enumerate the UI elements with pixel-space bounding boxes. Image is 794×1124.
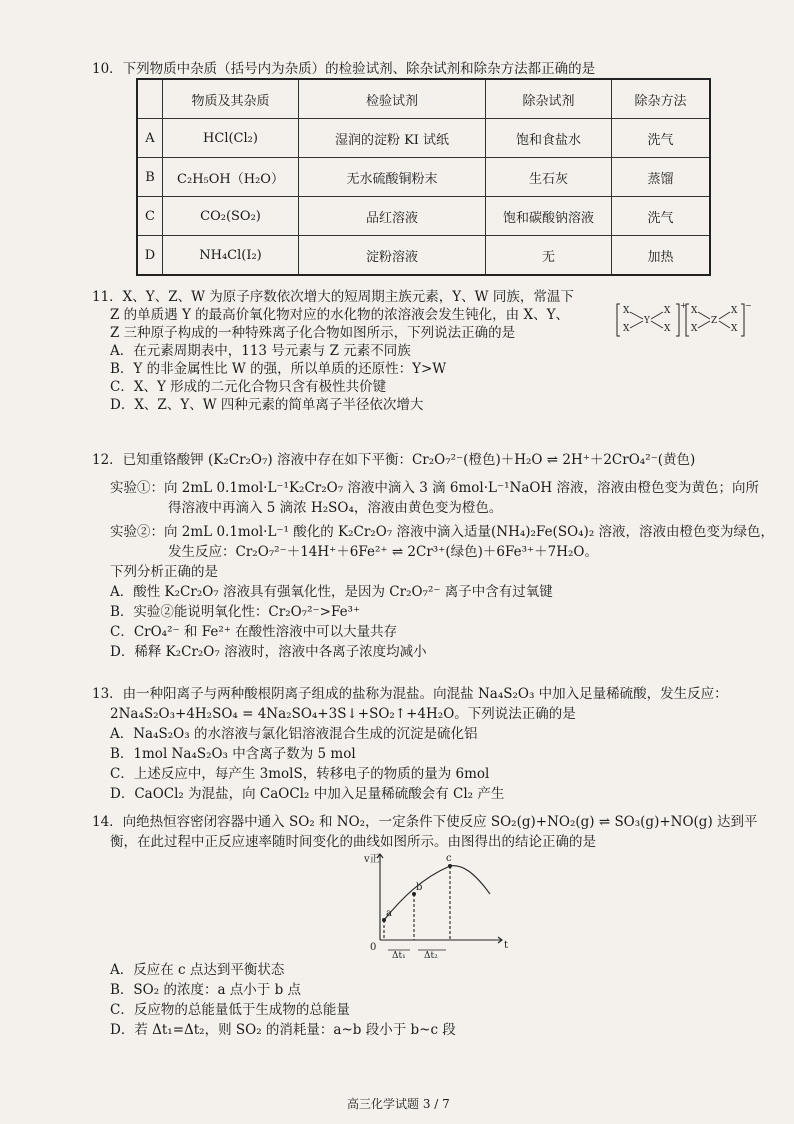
header-cell: 除杂方法 (612, 79, 711, 119)
ligand-x: X (691, 324, 698, 334)
header-cell: 物质及其杂质 (163, 79, 299, 119)
table-cell: B (137, 158, 163, 197)
q11-block (92, 288, 574, 414)
q14-option-c: C．反应物的总能量低于生成物的总能量 (110, 1002, 350, 1018)
point-label-b: b (416, 882, 423, 893)
table-cell: 品红溶液 (299, 197, 486, 236)
ligand-x: X (623, 324, 630, 334)
q12-block (92, 450, 774, 662)
q12-stem: 12．已知重铬酸钾 (K₂Cr₂O₇) 溶液中存在如下平衡：Cr₂O₇²⁻(橙色)＋H₂O ⇌ 2H⁺＋2CrO₄²⁻(黄色) (92, 452, 696, 468)
point-label-c: c (446, 853, 452, 864)
header-cell (137, 79, 163, 119)
rate-curve (384, 866, 490, 920)
q11-option-a: A．在元素周期表中，113 号元素与 Z 元素不同族 (110, 343, 411, 359)
rate-time-graph (362, 848, 512, 960)
table-cell: 蒸馏 (612, 158, 711, 197)
table-row (137, 158, 710, 197)
table-cell: 湿润的淀粉 KI 试纸 (299, 119, 486, 158)
q11-option-b: B．Y 的非金属性比 W 的强，所以单质的还原性：Y>W (110, 361, 447, 377)
q12-exp1-line: 得溶液中再滴入 5 滴浓 H₂SO₄，溶液由黄色变为橙色。 (168, 500, 503, 516)
table-cell: 饱和食盐水 (486, 119, 612, 158)
plus-charge: + (680, 301, 687, 310)
q14-stem (92, 812, 758, 852)
table-row (137, 197, 710, 236)
table-cell: 生石灰 (486, 158, 612, 197)
q13-stem-line: 13．由一种阳离子与两种酸根阴离子组成的盐称为混盐。向混盐 Na₄S₂O₃ 中加入足量稀硫酸，发生反应： (92, 686, 728, 702)
q10-table (136, 78, 711, 276)
q12-exp1-line: 实验①：向 2mL 0.1mol·L⁻¹K₂Cr₂O₇ 溶液中滴入 3 滴 6mol·L⁻¹NaOH 溶液，溶液由橙色变为黄色；向所 (110, 480, 759, 496)
y-axis-label: v正 (364, 854, 380, 865)
q14-stem-line: 衡，在此过程中正反应速率随时间变化的曲线如图所示。由图得出的结论正确的是 (110, 834, 596, 850)
ionic-compound-structure (616, 300, 752, 340)
q13-stem-line: 2Na₄S₂O₃+4H₂SO₄ = 4Na₂SO₄+3S↓+SO₂↑+4H₂O。下列说法正确的是 (110, 706, 576, 722)
table-header-row (137, 79, 710, 119)
ligand-x: X (731, 306, 738, 316)
minus-charge: − (745, 301, 752, 310)
table-cell: 加热 (612, 236, 711, 276)
q12-exp2-line: 实验②：向 2mL 0.1mol·L⁻¹ 酸化的 K₂Cr₂O₇ 溶液中滴入适量(NH₄)₂Fe(SO₄)₂ 溶液，溶液由橙色变为绿色， (110, 524, 775, 540)
cation-center: Y (644, 316, 650, 326)
q12-ask: 下列分析正确的是 (110, 564, 218, 580)
q12-option-b: B．实验②能说明氧化性：Cr₂O₇²⁻>Fe³⁺ (110, 604, 361, 620)
table-cell: 淀粉溶液 (299, 236, 486, 276)
q13-option-d: D．CaOCl₂ 为混盐，向 CaOCl₂ 中加入足量稀硫酸会有 Cl₂ 产生 (110, 786, 505, 802)
table-cell: CO₂(SO₂) (163, 197, 299, 236)
table-cell: 无 (486, 236, 612, 276)
q11-stem-line: Z 的单质遇 Y 的最高价氧化物对应的水化物的浓溶液会发生钝化，由 X、Y、 (110, 307, 569, 323)
table-cell: NH₄Cl(I₂) (163, 236, 299, 276)
point-c (448, 864, 452, 868)
table-cell: A (137, 119, 163, 158)
table-cell: D (137, 236, 163, 276)
header-cell: 除杂试剂 (486, 79, 612, 119)
page-footer: 高三化学试题 3 / 7 (347, 1097, 450, 1111)
q12-option-a: A．酸性 K₂Cr₂O₇ 溶液具有强氧化性，是因为 Cr₂O₇²⁻ 离子中含有过氧键 (110, 584, 553, 600)
q11-option-d: D．X、Z、Y、W 四种元素的简单离子半径依次增大 (110, 397, 424, 413)
q10-stem: 10．下列物质中杂质（括号内为杂质）的检验试剂、除杂试剂和除杂方法都正确的是 (92, 61, 596, 77)
q13-option-c: C．上述反应中，每产生 3molS，转移电子的物质的量为 6mol (110, 766, 490, 782)
anion-center: Z (711, 316, 718, 326)
q13-option-b: B．1mol Na₄S₂O₃ 中含离子数为 5 mol (110, 746, 356, 762)
ligand-x: X (691, 306, 698, 316)
ligand-x: X (731, 324, 738, 334)
ligand-x: X (664, 306, 671, 316)
q14-option-b: B．SO₂ 的浓度：a 点小于 b 点 (110, 982, 302, 998)
q11-option-c: C．X、Y 形成的二元化合物只含有极性共价键 (110, 379, 387, 395)
table-cell: C (137, 197, 163, 236)
q14-option-d: D．若 Δt₁=Δt₂，则 SO₂ 的消耗量：a~b 段小于 b~c 段 (110, 1022, 456, 1038)
q14-options (110, 960, 456, 1040)
x-axis-label: t (504, 940, 509, 951)
q13-option-a: A．Na₄S₂O₃ 的水溶液与氯化铝溶液混合生成的沉淀是硫化铝 (110, 726, 478, 742)
table-cell: C₂H₅OH（H₂O） (163, 158, 299, 197)
interval-label: Δt₂ (424, 951, 438, 961)
q12-option-c: C．CrO₄²⁻ 和 Fe²⁺ 在酸性溶液中可以大量共存 (110, 624, 398, 640)
q11-stem-line: Z 三种原子构成的一种特殊离子化合物如图所示，下列说法正确的是 (110, 325, 516, 341)
interval-label: Δt₁ (392, 951, 406, 961)
table-cell: 洗气 (612, 119, 711, 158)
table-row (137, 236, 710, 276)
table-cell: 洗气 (612, 197, 711, 236)
q13-block (92, 684, 728, 804)
header-cell: 检验试剂 (299, 79, 486, 119)
table-row (137, 119, 710, 158)
q11-stem-line: 11．X、Y、Z、W 为原子序数依次增大的短周期主族元素，Y、W 同族，常温下 (92, 289, 574, 305)
point-label-a: a (386, 908, 392, 919)
q14-option-a: A．反应在 c 点达到平衡状态 (110, 962, 285, 978)
q12-exp2-line: 发生反应：Cr₂O₇²⁻＋14H⁺＋6Fe²⁺ ⇌ 2Cr³⁺(绿色)＋6Fe³⁺＋7H₂O。 (168, 544, 598, 560)
table-cell: 无水硫酸铜粉末 (299, 158, 486, 197)
ligand-x: X (623, 306, 630, 316)
table-cell: 饱和碳酸钠溶液 (486, 197, 612, 236)
q14-stem-line: 14．向绝热恒容密闭容器中通入 SO₂ 和 NO₂，一定条件下使反应 SO₂(g)+NO₂(g) ⇌ SO₃(g)+NO(g) 达到平 (92, 814, 758, 830)
q12-option-d: D．稀释 K₂Cr₂O₇ 溶液时，溶液中各离子浓度均减小 (110, 644, 427, 660)
ligand-x: X (664, 324, 671, 334)
table-cell: HCl(Cl₂) (163, 119, 299, 158)
origin-label: 0 (370, 942, 377, 953)
